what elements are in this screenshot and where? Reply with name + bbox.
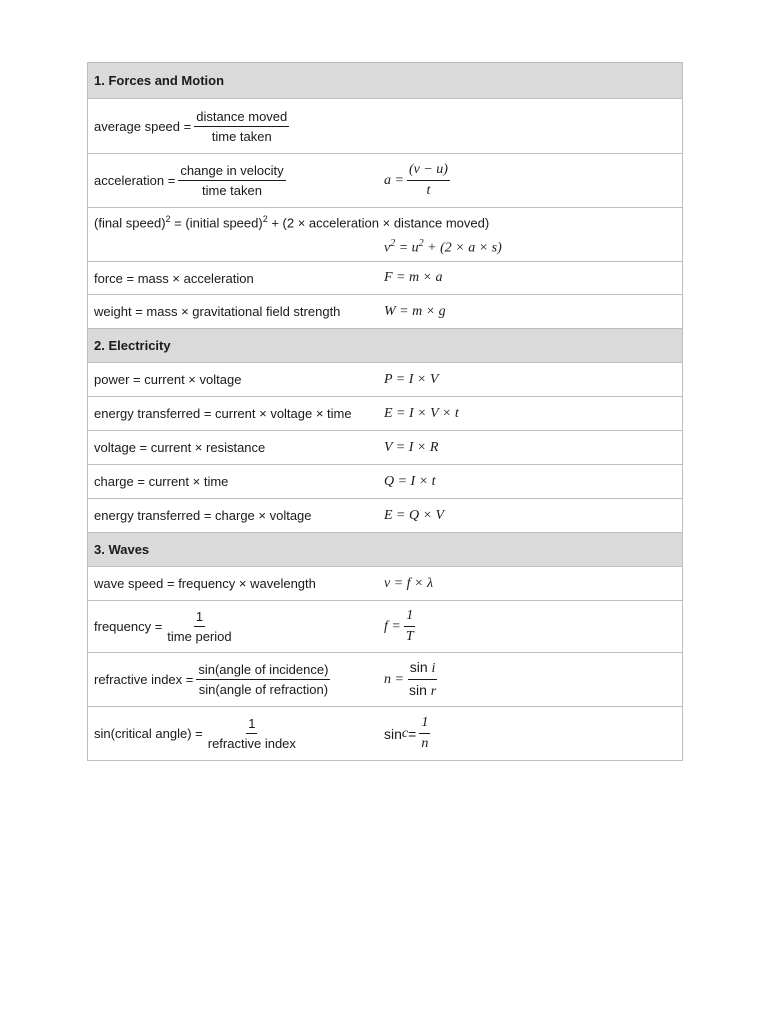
word-equation: voltage = current × resistance <box>94 440 266 455</box>
symbol-equation: P = I × V <box>384 371 439 387</box>
word-equation: power = current × voltage <box>94 372 242 387</box>
symbol-fraction <box>404 608 416 645</box>
symbol-equation <box>384 707 433 760</box>
formula-row-frequency <box>88 600 682 652</box>
equation-part: + (2 × acceleration × distance moved) <box>267 215 490 231</box>
symbol-equation: Q = I × t <box>384 473 436 489</box>
word-equation: wave speed = frequency × wavelength <box>94 576 316 591</box>
symbol-equation <box>384 601 419 652</box>
symbol-numerator <box>408 659 438 680</box>
numerator: 1 <box>194 609 205 627</box>
word-equation <box>88 707 378 760</box>
formula-row-energy-charge <box>88 498 682 532</box>
formula-row-acceleration <box>88 153 682 207</box>
symbol-part: = u <box>395 240 419 256</box>
section-header-electricity <box>88 328 682 362</box>
equals-sign: = <box>408 725 417 742</box>
symbol-equation: E = I × V × t <box>384 405 459 421</box>
word-equation: force = mass × acceleration <box>94 270 254 286</box>
equation-lhs: average speed = <box>94 118 192 134</box>
formula-sheet <box>87 62 683 761</box>
formula-row-charge <box>88 464 682 498</box>
denominator: sin(angle of refraction) <box>198 682 329 697</box>
section-title: 1. Forces and Motion <box>94 73 225 88</box>
word-equation: charge = current × time <box>94 474 229 489</box>
numerator: distance moved <box>194 109 289 127</box>
symbol-equation: V = I × R <box>384 439 439 455</box>
symbol-denominator <box>407 680 438 700</box>
fraction <box>165 609 233 644</box>
word-equation <box>88 601 378 652</box>
symbol-equation: F = m × a <box>384 270 443 285</box>
symbol-variable: c <box>401 725 409 741</box>
equation-lhs: refractive index = <box>94 672 194 687</box>
symbol-variable: r <box>430 684 437 699</box>
formula-row-weight <box>88 294 682 328</box>
denominator: time taken <box>211 128 272 144</box>
section-header-waves <box>88 532 682 566</box>
section-title: 2. Electricity <box>94 338 171 353</box>
section-title: 3. Waves <box>94 542 150 557</box>
symbol-lhs: n = <box>384 671 404 687</box>
formula-row-voltage <box>88 430 682 464</box>
symbol-equation <box>384 154 453 207</box>
numerator: sin(angle of incidence) <box>196 662 330 680</box>
equation-lhs: sin(critical angle) = <box>94 726 203 741</box>
formula-row-energy-current <box>88 396 682 430</box>
superscript: 2 <box>165 214 171 224</box>
fraction <box>178 163 285 198</box>
symbol-denominator: t <box>426 183 431 198</box>
symbol-equation: E = Q × V <box>384 507 445 523</box>
symbol-numerator: 1 <box>404 608 415 627</box>
formula-row-final-speed <box>88 207 682 261</box>
formula-row-force <box>88 261 682 294</box>
word-equation <box>88 154 378 207</box>
superscript: 2 <box>262 214 268 224</box>
symbol-part: + (2 × a × s) <box>423 240 502 256</box>
denominator: refractive index <box>207 736 296 751</box>
numerator: 1 <box>246 716 257 734</box>
section-header-forces-motion <box>88 63 682 98</box>
symbol-numerator: 1 <box>419 715 430 734</box>
symbol-fraction <box>407 659 438 700</box>
superscript: 2 <box>390 238 396 249</box>
word-equation: weight = mass × gravitational field strength <box>94 304 341 319</box>
sin-label: sin <box>408 682 431 698</box>
denominator: time period <box>167 629 232 644</box>
formula-row-refractive-index <box>88 652 682 706</box>
word-equation <box>94 214 489 230</box>
formula-row-power <box>88 362 682 396</box>
word-equation <box>88 99 378 153</box>
equation-part: = (initial speed) <box>170 215 263 231</box>
word-equation: energy transferred = current × voltage × time <box>94 406 352 421</box>
symbol-lhs: f = <box>384 618 401 634</box>
word-equation <box>88 653 378 706</box>
equation-lhs: acceleration = <box>94 173 176 188</box>
denominator: time taken <box>201 183 262 198</box>
fraction <box>206 716 298 751</box>
symbol-part: v <box>384 240 391 256</box>
formula-row-wave-speed <box>88 566 682 600</box>
equation-lhs: frequency = <box>94 619 163 634</box>
sin-label: sin <box>384 725 402 742</box>
symbol-equation: v = f × λ <box>384 575 434 591</box>
symbol-denominator: T <box>405 629 414 644</box>
sin-label: sin <box>409 659 432 675</box>
symbol-numerator: (v − u) <box>407 162 450 181</box>
fraction <box>196 662 330 697</box>
equation-part: (final speed) <box>94 215 166 231</box>
numerator: change in velocity <box>178 163 285 181</box>
symbol-equation <box>384 653 441 706</box>
formula-row-average-speed <box>88 98 682 153</box>
symbol-equation <box>384 238 502 257</box>
superscript: 2 <box>418 238 424 249</box>
symbol-equation: W = m × g <box>384 303 446 319</box>
symbol-denominator: n <box>421 736 429 751</box>
symbol-fraction <box>419 715 430 752</box>
word-equation: energy transferred = charge × voltage <box>94 508 312 523</box>
formula-row-critical-angle <box>88 706 682 760</box>
symbol-lhs: a = <box>384 172 404 188</box>
fraction <box>194 109 289 144</box>
symbol-fraction <box>407 162 450 199</box>
symbol-variable: i <box>431 661 436 676</box>
